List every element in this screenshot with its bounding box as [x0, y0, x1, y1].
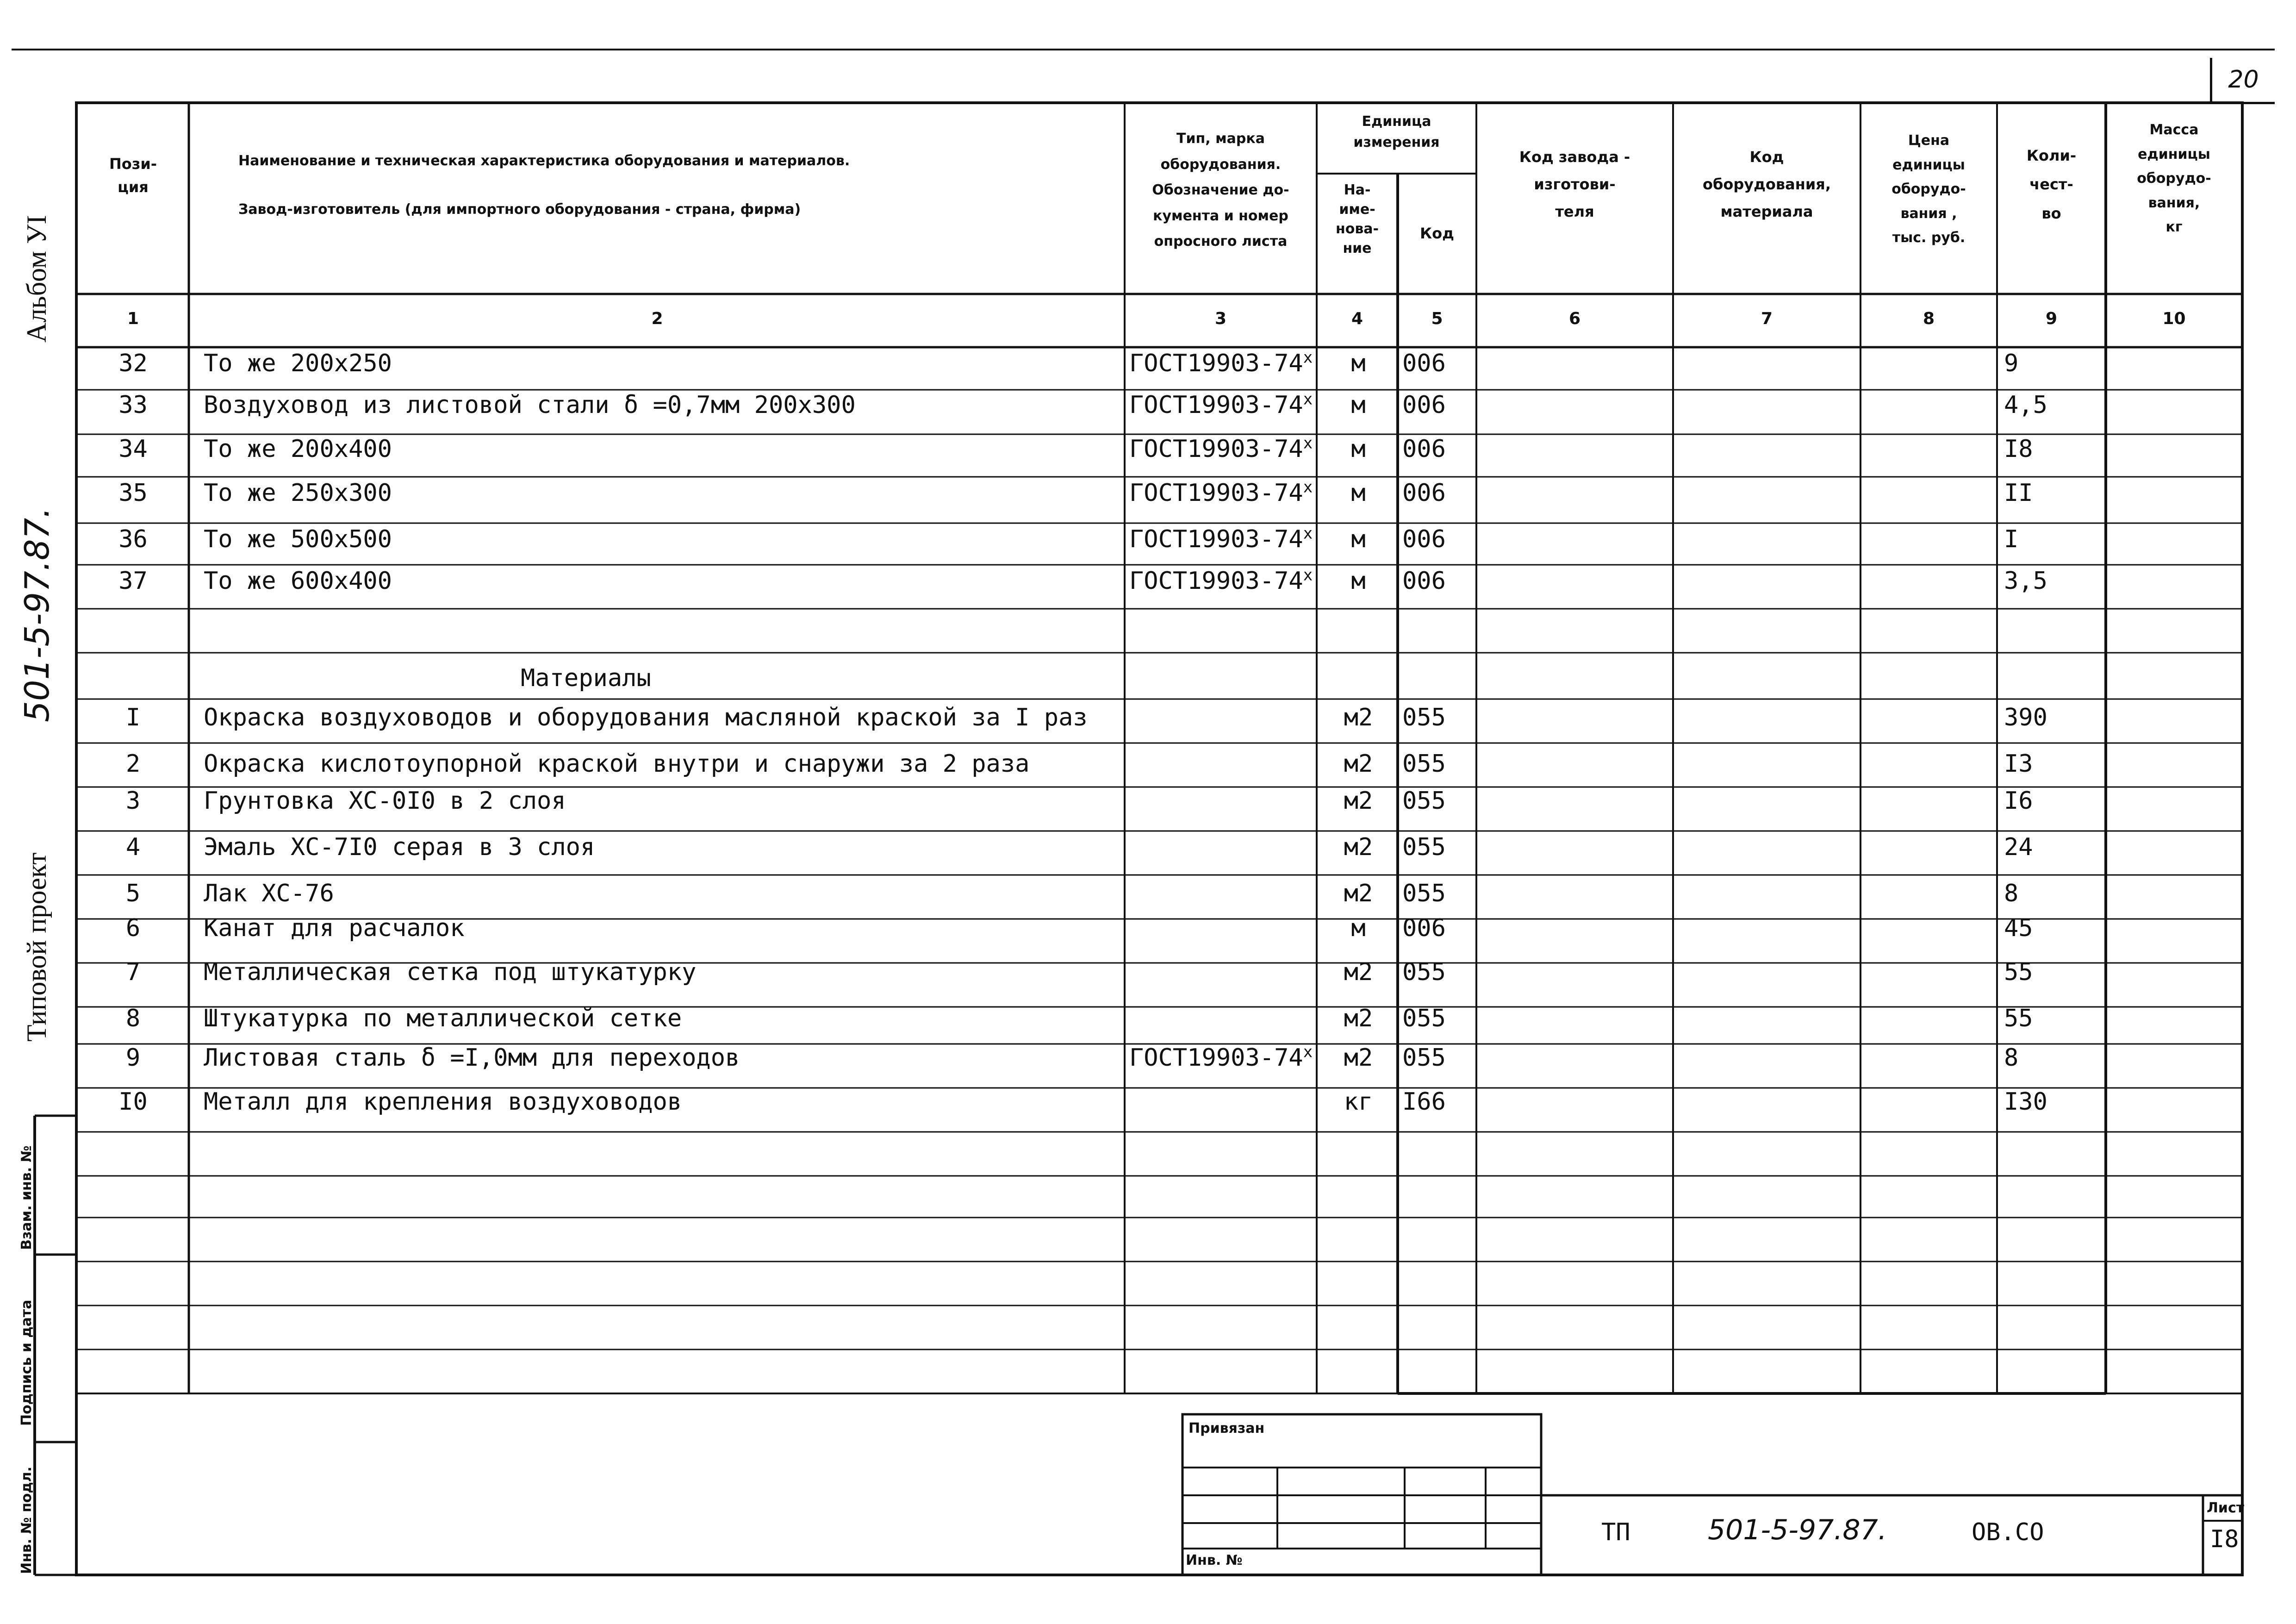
doc-designation: ГОСТ19903-74: [1129, 391, 1303, 419]
row-doc: [1129, 391, 1313, 419]
row-unit: м2: [1344, 1005, 1373, 1032]
row-position: 37: [118, 567, 148, 595]
colnum-6: 6: [1568, 309, 1581, 328]
header-name-line1: Наименование и техническая характеристика оборудования и материалов.: [238, 153, 850, 169]
row-name: Окраска кислотоупорной краской внутри и снаружи за 2 раза: [204, 750, 1030, 778]
row-doc: [1129, 350, 1313, 377]
row-quantity: 24: [2004, 833, 2033, 861]
row-unit: кг: [1344, 1088, 1373, 1116]
row-name: Окраска воздуховодов и оборудования масляной краской за I раз: [204, 704, 1088, 731]
header-unit-code: Код: [1420, 225, 1454, 242]
row-name: Лак ХС-76: [204, 880, 334, 907]
row-quantity: 3,5: [2004, 567, 2047, 595]
row-quantity: 55: [2004, 1005, 2033, 1032]
row-unit-code: I66: [1402, 1088, 1446, 1116]
row-quantity: I8: [2004, 435, 2033, 463]
row-position: 5: [125, 880, 141, 907]
project-code-side: 501-5-97.87.: [18, 507, 56, 722]
row-unit-code: 055: [1402, 750, 1446, 778]
row-unit: м2: [1344, 1044, 1373, 1072]
colnum-8: 8: [1923, 309, 1935, 328]
row-doc: [1129, 479, 1313, 507]
row-quantity: 8: [2004, 1044, 2019, 1072]
doc-superscript: x: [1303, 434, 1313, 453]
doc-superscript: x: [1303, 1043, 1313, 1062]
row-position: 35: [118, 479, 148, 507]
row-name: То же 250x300: [204, 479, 392, 507]
header-equipment-code: Код оборудования, материала: [1703, 148, 1831, 221]
header-unit-group: Единица измерения: [1353, 113, 1440, 150]
row-unit-code: 006: [1402, 525, 1446, 553]
row-unit: м: [1351, 914, 1366, 942]
row-unit-code: 055: [1402, 833, 1446, 861]
row-name: Металлическая сетка под штукатурку: [204, 958, 697, 986]
row-name: Воздуховод из листовой стали δ =0,7мм 200x300: [204, 391, 856, 419]
row-name: Эмаль ХС-7I0 серая в 3 слоя: [204, 833, 595, 861]
title-sheet-label: Лист: [2207, 1500, 2245, 1516]
row-doc: [1129, 1044, 1313, 1072]
row-unit-code: 006: [1402, 914, 1446, 942]
project-type-label: Типовой проект: [21, 852, 52, 1042]
doc-designation: ГОСТ19903-74: [1129, 525, 1303, 553]
header-quantity: Коли- чест- во: [2026, 147, 2077, 222]
stamp-inv-original: Инв. № подл.: [19, 1466, 35, 1574]
doc-designation: ГОСТ19903-74: [1129, 435, 1303, 463]
row-doc: [1129, 525, 1313, 553]
row-name: То же 200x250: [204, 350, 392, 377]
doc-designation: ГОСТ19903-74: [1129, 1044, 1303, 1072]
row-quantity: 9: [2004, 350, 2019, 377]
colnum-2: 2: [651, 309, 663, 328]
doc-superscript: x: [1303, 348, 1313, 367]
materials-heading: Материалы: [521, 664, 651, 692]
title-privyazan: Привязан: [1188, 1420, 1265, 1437]
row-quantity: I6: [2004, 787, 2033, 815]
row-quantity: II: [2004, 479, 2033, 507]
row-position: 8: [125, 1005, 141, 1032]
colnum-10: 10: [2162, 309, 2186, 328]
header-mass: Масса единицы оборудо- вания, кг: [2137, 122, 2211, 235]
row-position: 9: [125, 1044, 141, 1072]
colnum-9: 9: [2045, 309, 2058, 328]
row-position: 7: [125, 958, 141, 986]
row-name: То же 200x400: [204, 435, 392, 463]
doc-designation: ГОСТ19903-74: [1129, 350, 1303, 377]
colnum-5: 5: [1431, 309, 1443, 328]
stamp-replace-inv: Взам. инв. №: [19, 1145, 35, 1250]
row-doc: [1129, 567, 1313, 595]
title-mark: ОВ.СО: [1972, 1518, 2044, 1546]
colnum-3: 3: [1214, 309, 1227, 328]
album-label: Альбом УI: [21, 215, 52, 343]
row-position: I: [125, 704, 141, 731]
colnum-1: 1: [127, 309, 139, 328]
row-unit: м2: [1344, 750, 1373, 778]
row-position: 33: [118, 391, 148, 419]
row-position: 32: [118, 350, 148, 377]
row-unit-code: 055: [1402, 1044, 1446, 1072]
row-quantity: 55: [2004, 958, 2033, 986]
row-unit: м: [1351, 350, 1366, 377]
stamp-signature-date: Подпись и дата: [19, 1299, 35, 1426]
row-position: 3: [125, 787, 141, 815]
header-unit-name: На- име- нова- ние: [1335, 182, 1379, 256]
row-name: Листовая сталь δ =I,0мм для переходов: [204, 1044, 740, 1072]
row-unit-code: 006: [1402, 479, 1446, 507]
row-unit-code: 055: [1402, 958, 1446, 986]
row-unit: м: [1351, 525, 1366, 553]
row-position: I0: [118, 1088, 148, 1116]
row-unit-code: 055: [1402, 787, 1446, 815]
row-name: Канат для расчалок: [204, 914, 465, 942]
title-tp: ТП: [1601, 1518, 1630, 1546]
row-quantity: I30: [2004, 1088, 2047, 1116]
row-unit: м: [1351, 391, 1366, 419]
colnum-4: 4: [1351, 309, 1363, 328]
row-unit-code: 055: [1402, 704, 1446, 731]
row-position: 2: [125, 750, 141, 778]
header-price: Цена единицы оборудо- вания , тыс. руб.: [1892, 132, 1966, 246]
row-name: Грунтовка ХС-0I0 в 2 слоя: [204, 787, 566, 815]
row-position: 36: [118, 525, 148, 553]
row-unit: м: [1351, 435, 1366, 463]
doc-superscript: x: [1303, 390, 1313, 409]
row-unit-code: 055: [1402, 880, 1446, 907]
title-inv-no: Инв. №: [1186, 1552, 1243, 1568]
title-doc-code: 501-5-97.87.: [1708, 1514, 1887, 1546]
row-unit-code: 006: [1402, 435, 1446, 463]
doc-designation: ГОСТ19903-74: [1129, 567, 1303, 595]
row-unit-code: 006: [1402, 567, 1446, 595]
doc-superscript: x: [1303, 478, 1313, 497]
row-unit: м2: [1344, 958, 1373, 986]
header-factory-code: Код завода - изготови- теля: [1519, 148, 1630, 221]
row-position: 34: [118, 435, 148, 463]
row-name: Металл для крепления воздуховодов: [204, 1088, 682, 1116]
row-doc: [1129, 435, 1313, 463]
row-unit-code: 006: [1402, 350, 1446, 377]
row-position: 4: [125, 833, 141, 861]
row-unit-code: 055: [1402, 1005, 1446, 1032]
row-unit: м2: [1344, 833, 1373, 861]
header-position: Пози- ция: [109, 155, 157, 196]
row-unit: м: [1351, 567, 1366, 595]
row-quantity: 8: [2004, 880, 2019, 907]
doc-superscript: x: [1303, 566, 1313, 585]
row-unit: м2: [1344, 787, 1373, 815]
row-unit: м: [1351, 479, 1366, 507]
doc-designation: ГОСТ19903-74: [1129, 479, 1303, 507]
row-name: То же 500x500: [204, 525, 392, 553]
row-unit: м2: [1344, 880, 1373, 907]
row-unit-code: 006: [1402, 391, 1446, 419]
doc-superscript: x: [1303, 524, 1313, 543]
row-quantity: 4,5: [2004, 391, 2047, 419]
row-quantity: 390: [2004, 704, 2047, 731]
row-position: 6: [125, 914, 141, 942]
page-number: 20: [2210, 58, 2275, 104]
row-quantity: I: [2004, 525, 2019, 553]
header-name-line2: Завод-изготовитель (для импортного оборудования - страна, фирма): [238, 201, 801, 218]
header-doc: Тип, марка оборудования. Обозначение до- кумента и номер опросного листа: [1152, 131, 1289, 250]
row-quantity: I3: [2004, 750, 2033, 778]
title-sheet-number: I8: [2210, 1525, 2239, 1553]
row-name: То же 600x400: [204, 567, 392, 595]
colnum-7: 7: [1761, 309, 1773, 328]
row-quantity: 45: [2004, 914, 2033, 942]
row-unit: м2: [1344, 704, 1373, 731]
row-name: Штукатурка по металлической сетке: [204, 1005, 682, 1032]
